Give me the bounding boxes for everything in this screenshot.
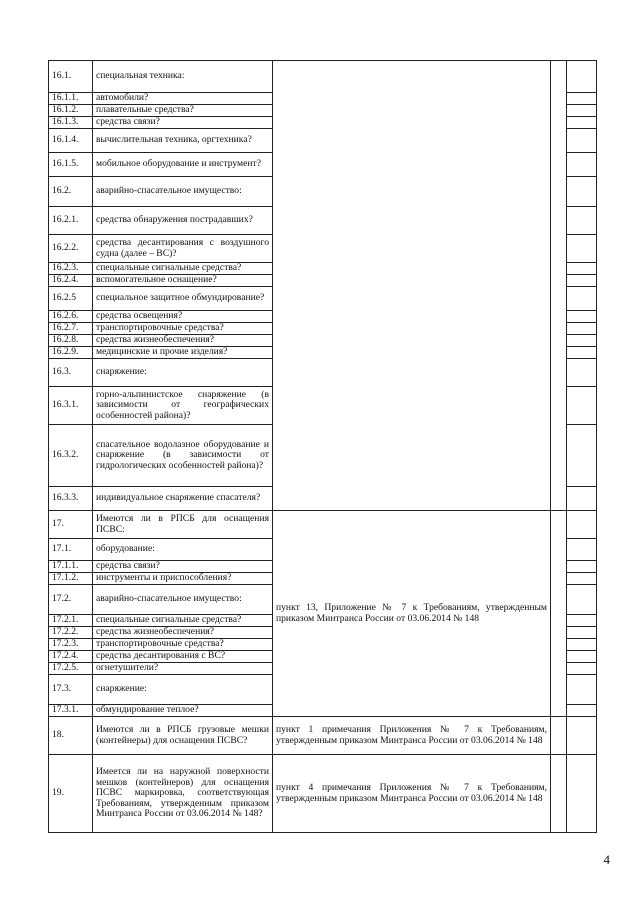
table-row bbox=[49, 755, 597, 833]
item-question: мобильное оборудование и инструмент? bbox=[93, 153, 273, 177]
answer-cell[interactable] bbox=[567, 263, 597, 275]
item-number: 18. bbox=[49, 717, 93, 755]
item-question: Имеются ли в РПСБ для оснащения ПСВС: bbox=[93, 511, 273, 539]
item-number: 16.1.3. bbox=[49, 117, 93, 129]
answer-cell[interactable] bbox=[567, 539, 597, 561]
item-question: средства освещения? bbox=[93, 311, 273, 323]
item-number: 16.2. bbox=[49, 177, 93, 207]
table-row bbox=[49, 511, 597, 539]
answer-cell[interactable] bbox=[567, 235, 597, 263]
item-number: 17.3. bbox=[49, 675, 93, 705]
item-question: обмундирование теплое? bbox=[93, 705, 273, 717]
item-question: вычислительная техника, оргтехника? bbox=[93, 129, 273, 153]
page-number: 4 bbox=[603, 852, 610, 867]
item-question: средства связи? bbox=[93, 117, 273, 129]
item-number: 16.3.2. bbox=[49, 425, 93, 487]
item-number: 16.2.6. bbox=[49, 311, 93, 323]
item-number: 17.1.1. bbox=[49, 561, 93, 573]
item-number: 16.3.3. bbox=[49, 487, 93, 511]
item-number: 16.2.4. bbox=[49, 275, 93, 287]
answer-cell[interactable] bbox=[567, 511, 597, 539]
answer-cell[interactable] bbox=[567, 93, 597, 105]
item-question: специальная техника: bbox=[93, 61, 273, 93]
item-question: средства десантирования с воздушного судна (далее – ВС)? bbox=[93, 235, 273, 263]
item-question: Имеются ли в РПСБ грузовые мешки (контейнеры) для оснащения ПСВС? bbox=[93, 717, 273, 755]
item-number: 16.1. bbox=[49, 61, 93, 93]
item-number: 16.3.1. bbox=[49, 387, 93, 425]
item-question: Имеется ли на наружной поверхности мешков (контейнеров) для оснащения ПСВС маркировка, соответствующая Требованиям, утвержденным приказом Минтранса России от 03.06.2014 № 148? bbox=[93, 755, 273, 833]
item-number: 17.2.4. bbox=[49, 651, 93, 663]
answer-cell[interactable] bbox=[567, 275, 597, 287]
item-number: 17.2. bbox=[49, 585, 93, 615]
answer-cell[interactable] bbox=[567, 207, 597, 235]
item-reference: пункт 4 примечания Приложения № 7 к Требованиям, утвержденным приказом Минтранса России от 03.06.2014 № 148 bbox=[273, 755, 551, 833]
item-question: снаряжение: bbox=[93, 359, 273, 387]
answer-cell[interactable] bbox=[567, 311, 597, 323]
item-question: специальные сигнальные средства? bbox=[93, 263, 273, 275]
item-number: 16.2.5 bbox=[49, 287, 93, 311]
answer-cell[interactable] bbox=[567, 387, 597, 425]
item-number: 17.3.1. bbox=[49, 705, 93, 717]
item-number: 16.1.4. bbox=[49, 129, 93, 153]
answer-cell[interactable] bbox=[567, 347, 597, 359]
item-question: транспортировочные средства? bbox=[93, 639, 273, 651]
item-question: средства жизнеобеспечения? bbox=[93, 335, 273, 347]
item-question: аварийно-спасательное имущество: bbox=[93, 585, 273, 615]
item-number: 17.2.2. bbox=[49, 627, 93, 639]
answer-cell[interactable] bbox=[567, 61, 597, 93]
answer-cell[interactable] bbox=[567, 705, 597, 717]
answer-cell[interactable] bbox=[567, 287, 597, 311]
item-number: 16.2.3. bbox=[49, 263, 93, 275]
item-number: 17. bbox=[49, 511, 93, 539]
item-number: 16.2.9. bbox=[49, 347, 93, 359]
item-question: оборудование: bbox=[93, 539, 273, 561]
item-number: 17.1.2. bbox=[49, 573, 93, 585]
answer-cell[interactable] bbox=[567, 585, 597, 615]
answer-cell[interactable] bbox=[567, 651, 597, 663]
item-number: 17.2.3. bbox=[49, 639, 93, 651]
item-question: инструменты и приспособления? bbox=[93, 573, 273, 585]
item-number: 16.2.8. bbox=[49, 335, 93, 347]
answer-cell[interactable] bbox=[567, 359, 597, 387]
answer-cell[interactable] bbox=[567, 627, 597, 639]
item-number: 16.2.7. bbox=[49, 323, 93, 335]
answer-cell[interactable] bbox=[567, 153, 597, 177]
answer-cell[interactable] bbox=[567, 323, 597, 335]
item-question: вспомогательное оснащение? bbox=[93, 275, 273, 287]
item-reference: пункт 1 примечания Приложения № 7 к Требованиям, утвержденным приказом Минтранса России от 03.06.2014 № 148 bbox=[273, 717, 551, 755]
item-number: 16.2.1. bbox=[49, 207, 93, 235]
item-number: 16.3. bbox=[49, 359, 93, 387]
item-question: средства обнаружения пострадавших? bbox=[93, 207, 273, 235]
answer-cell[interactable] bbox=[567, 335, 597, 347]
answer-cell[interactable] bbox=[567, 675, 597, 705]
item-number: 17.2.1. bbox=[49, 615, 93, 627]
answer-cell[interactable] bbox=[567, 639, 597, 651]
item-question: горно-альпинистское снаряжение (в зависимости от географических особенностей района)? bbox=[93, 387, 273, 425]
table-row bbox=[49, 61, 597, 93]
answer-cell[interactable] bbox=[567, 755, 597, 833]
answer-cell[interactable] bbox=[567, 117, 597, 129]
item-question: специальное защитное обмундирование? bbox=[93, 287, 273, 311]
item-reference: пункт 13, Приложение № 7 к Требованиям, утвержденным приказом Минтранса России от 03.06.2014 № 148 bbox=[273, 511, 551, 717]
item-reference bbox=[273, 61, 551, 511]
answer-cell[interactable] bbox=[567, 663, 597, 675]
answer-cell[interactable] bbox=[567, 487, 597, 511]
answer-cell[interactable] bbox=[567, 615, 597, 627]
item-question: транспортировочные средства? bbox=[93, 323, 273, 335]
item-question: средства связи? bbox=[93, 561, 273, 573]
item-question: спасательное водолазное оборудование и снаряжение (в зависимости от гидрологических особенностей района)? bbox=[93, 425, 273, 487]
item-number: 17.2.5. bbox=[49, 663, 93, 675]
answer-cell[interactable] bbox=[567, 573, 597, 585]
answer-cell[interactable] bbox=[567, 425, 597, 487]
item-number: 16.1.5. bbox=[49, 153, 93, 177]
table-row bbox=[49, 717, 597, 755]
item-number: 19. bbox=[49, 755, 93, 833]
checklist-table bbox=[48, 60, 597, 833]
answer-cell[interactable] bbox=[567, 717, 597, 755]
answer-cell[interactable] bbox=[567, 177, 597, 207]
item-question: снаряжение: bbox=[93, 675, 273, 705]
item-question: индивидуальное снаряжение спасателя? bbox=[93, 487, 273, 511]
answer-cell[interactable] bbox=[567, 105, 597, 117]
item-question: специальные сигнальные средства? bbox=[93, 615, 273, 627]
item-question: средства десантирования с ВС? bbox=[93, 651, 273, 663]
item-question: автомобили? bbox=[93, 93, 273, 105]
item-number: 17.1. bbox=[49, 539, 93, 561]
item-number: 16.1.1. bbox=[49, 93, 93, 105]
answer-cell[interactable] bbox=[567, 129, 597, 153]
item-number: 16.2.2. bbox=[49, 235, 93, 263]
answer-cell[interactable] bbox=[567, 561, 597, 573]
item-number: 16.1.2. bbox=[49, 105, 93, 117]
item-question: медицинские и прочие изделия? bbox=[93, 347, 273, 359]
item-question: огнетушители? bbox=[93, 663, 273, 675]
item-question: плавательные средства? bbox=[93, 105, 273, 117]
item-question: средства жизнеобеспечения? bbox=[93, 627, 273, 639]
item-question: аварийно-спасательное имущество: bbox=[93, 177, 273, 207]
